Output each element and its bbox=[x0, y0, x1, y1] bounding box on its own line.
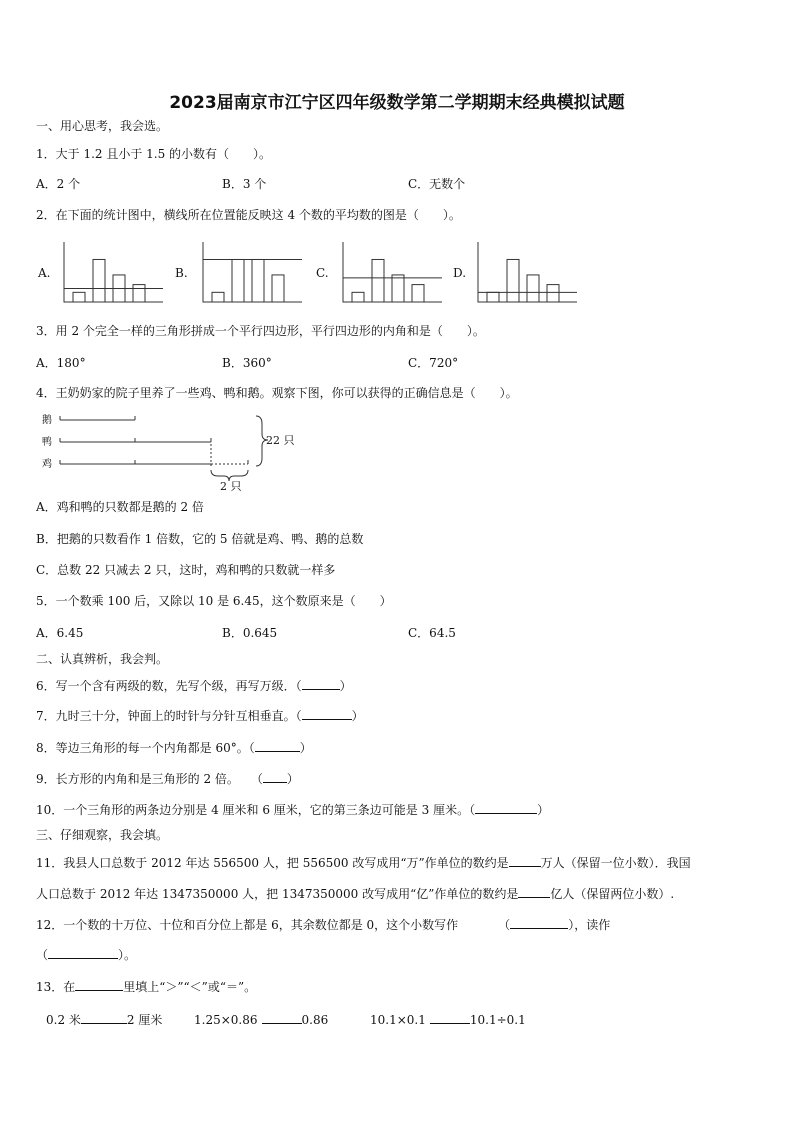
answer-blank-13b[interactable] bbox=[262, 1011, 302, 1024]
question-10 bbox=[36, 801, 549, 818]
question-10-text: 10．一个三角形的两条边分别是 4 厘米和 6 厘米，它的第三条边可能是 3 厘米。（ bbox=[36, 803, 476, 817]
question-1-option-b: B．3 个 bbox=[222, 177, 267, 191]
question-11-text-4: 亿人（保留两位小数）. bbox=[550, 887, 675, 901]
bar-chart-b bbox=[202, 242, 302, 304]
question-4-option-a: A．鸡和鸭的只数都是鹅的 2 倍 bbox=[36, 500, 204, 514]
question-6-text: 6．写一个含有两级的数，先写个级，再写万级．（ bbox=[36, 679, 302, 693]
answer-blank-12b[interactable] bbox=[48, 946, 118, 959]
question-3-option-a: A．180° bbox=[36, 356, 86, 370]
answer-blank-6[interactable] bbox=[302, 677, 340, 690]
chart-bar bbox=[232, 259, 244, 302]
answer-blank-11a[interactable] bbox=[509, 854, 541, 867]
close-paren: ） bbox=[537, 803, 550, 817]
question-8 bbox=[36, 739, 312, 756]
question-4-stem: 4．王奶奶家的院子里养了一些鸡、鸭和鹅。观察下图，你可以获得的正确信息是（ ）。 bbox=[36, 386, 518, 400]
chart-bar bbox=[352, 292, 364, 302]
chart-bar bbox=[487, 292, 499, 302]
chart-bar bbox=[252, 259, 264, 302]
answer-blank-9[interactable] bbox=[263, 770, 287, 783]
question-13-text-2: 里填上“＞”“＜”或“＝”。 bbox=[123, 980, 257, 994]
section-1-heading: 一、用心思考，我会选。 bbox=[36, 119, 169, 133]
question-11-line-2 bbox=[36, 885, 674, 902]
question-1-stem: 1．大于 1.2 且小于 1.5 的小数有（ ）。 bbox=[36, 147, 272, 161]
question-13-sample-blank bbox=[75, 978, 123, 991]
question-8-text: 8．等边三角形的每一个内角都是 60°。（ bbox=[36, 741, 255, 755]
question-5-option-a: A．6.45 bbox=[36, 626, 84, 640]
question-5-option-c: C．64.5 bbox=[408, 626, 456, 640]
question-3-stem: 3．用 2 个完全一样的三角形拼成一个平行四边形，平行四边形的内角和是（ ）。 bbox=[36, 324, 485, 338]
chart-bar bbox=[93, 259, 105, 302]
answer-blank-7[interactable] bbox=[302, 707, 352, 720]
chart-bar bbox=[272, 275, 284, 302]
question-3-option-c: C．720° bbox=[408, 356, 459, 370]
diagram-row-chicken: 鸡 bbox=[42, 459, 52, 470]
answer-blank-10[interactable] bbox=[475, 801, 537, 814]
segment-diagram bbox=[58, 410, 298, 490]
compare-2-left: 1.25×0.86 bbox=[194, 1013, 258, 1027]
chart-bar bbox=[547, 285, 559, 302]
question-12-line-1 bbox=[36, 916, 610, 933]
question-3-option-b: B．360° bbox=[222, 356, 272, 370]
total-label: 22 只 bbox=[266, 434, 295, 447]
compare-1-right: 2 厘米 bbox=[126, 1013, 163, 1027]
close-paren: ） bbox=[351, 709, 364, 723]
chart-bar bbox=[527, 275, 539, 302]
answer-blank-8[interactable] bbox=[255, 739, 300, 752]
question-1-option-c: C．无数个 bbox=[408, 177, 466, 191]
chart-bar bbox=[412, 285, 424, 302]
chart-a-label: A. bbox=[38, 266, 51, 280]
chart-bar bbox=[133, 285, 145, 302]
question-13-stem bbox=[36, 978, 256, 995]
question-12-text-1: 12．一个数的十万位、十位和百分位上都是 6，其余数位都是 0，这个小数写作 bbox=[36, 918, 459, 932]
extra-label: 2 只 bbox=[220, 480, 242, 493]
section-3-heading: 三、仔细观察，我会填。 bbox=[36, 828, 169, 842]
question-11-text-1: 11．我县人口总数于 2012 年达 556500 人，把 556500 改写成用“万”作单位的数约是 bbox=[36, 856, 509, 870]
close-paren: ） bbox=[339, 679, 352, 693]
question-11-line-1 bbox=[36, 854, 691, 871]
section-2-heading: 二、认真辨析，我会判。 bbox=[36, 652, 169, 666]
question-4-option-c: C．总数 22 只减去 2 只，这时，鸡和鸭的只数就一样多 bbox=[36, 563, 336, 577]
question-7 bbox=[36, 707, 364, 724]
chart-bar bbox=[507, 259, 519, 302]
diagram-row-goose: 鹅 bbox=[42, 415, 52, 426]
chart-b-label: B. bbox=[175, 266, 188, 280]
close-paren: ） bbox=[299, 741, 312, 755]
chart-d-label: D. bbox=[453, 266, 467, 280]
diagram-row-duck: 鸭 bbox=[42, 437, 52, 448]
question-12-text-5: ）。 bbox=[118, 948, 137, 962]
question-7-text: 7．九时三十分，钟面上的时针与分针互相垂直。（ bbox=[36, 709, 302, 723]
bar-chart-d bbox=[477, 242, 577, 304]
question-12-paren-open-2: （ bbox=[36, 948, 49, 962]
compare-3-right: 10.1÷0.1 bbox=[469, 1013, 526, 1027]
question-5-stem: 5．一个数乘 100 后，又除以 10 是 6.45，这个数原来是（ ） bbox=[36, 594, 392, 608]
compare-3-left: 10.1×0.1 bbox=[370, 1013, 426, 1027]
answer-blank-12a[interactable] bbox=[510, 916, 568, 929]
question-9 bbox=[36, 770, 299, 787]
compare-1-left: 0.2 米 bbox=[46, 1013, 81, 1027]
bar-chart-a bbox=[63, 242, 163, 304]
question-2-stem: 2．在下面的统计图中，横线所在位置能反映这 4 个数的平均数的图是（ ）。 bbox=[36, 208, 461, 222]
question-11-text-2: 万人（保留一位小数）．我国 bbox=[540, 856, 691, 870]
compare-item-2 bbox=[194, 1011, 328, 1028]
chart-bar bbox=[392, 275, 404, 302]
chart-c-label: C. bbox=[316, 266, 329, 280]
compare-item-3 bbox=[370, 1011, 526, 1028]
question-11-text-3: 人口总数于 2012 年达 1347350000 人，把 1347350000 改写成用“亿”作单位的数约是 bbox=[36, 887, 519, 901]
answer-blank-13a[interactable] bbox=[81, 1011, 127, 1024]
compare-2-right: 0.86 bbox=[301, 1013, 329, 1027]
question-1-option-a: A．2 个 bbox=[36, 177, 81, 191]
question-5-option-b: B．0.645 bbox=[222, 626, 278, 640]
chart-bar bbox=[212, 292, 224, 302]
question-4-option-b: B．把鹅的只数看作 1 倍数，它的 5 倍就是鸡、鸭、鹅的总数 bbox=[36, 532, 364, 546]
answer-blank-13c[interactable] bbox=[430, 1011, 470, 1024]
compare-item-1 bbox=[46, 1011, 162, 1028]
question-6 bbox=[36, 677, 352, 694]
question-12-line-2 bbox=[36, 946, 136, 963]
close-paren: ） bbox=[286, 772, 299, 786]
answer-blank-11b[interactable] bbox=[518, 885, 550, 898]
bar-chart-c bbox=[342, 242, 442, 304]
question-12-text-3: ），读作 bbox=[568, 918, 611, 932]
question-13-text-1: 13．在 bbox=[36, 980, 76, 994]
chart-bar bbox=[372, 259, 384, 302]
question-9-text: 9．长方形的内角和是三角形的 2 倍。 （ bbox=[36, 772, 263, 786]
question-12-paren-open: （ bbox=[498, 918, 511, 932]
chart-bar bbox=[73, 292, 85, 302]
page-title: 2023届南京市江宁区四年级数学第二学期期末经典模拟试题 bbox=[169, 93, 625, 113]
